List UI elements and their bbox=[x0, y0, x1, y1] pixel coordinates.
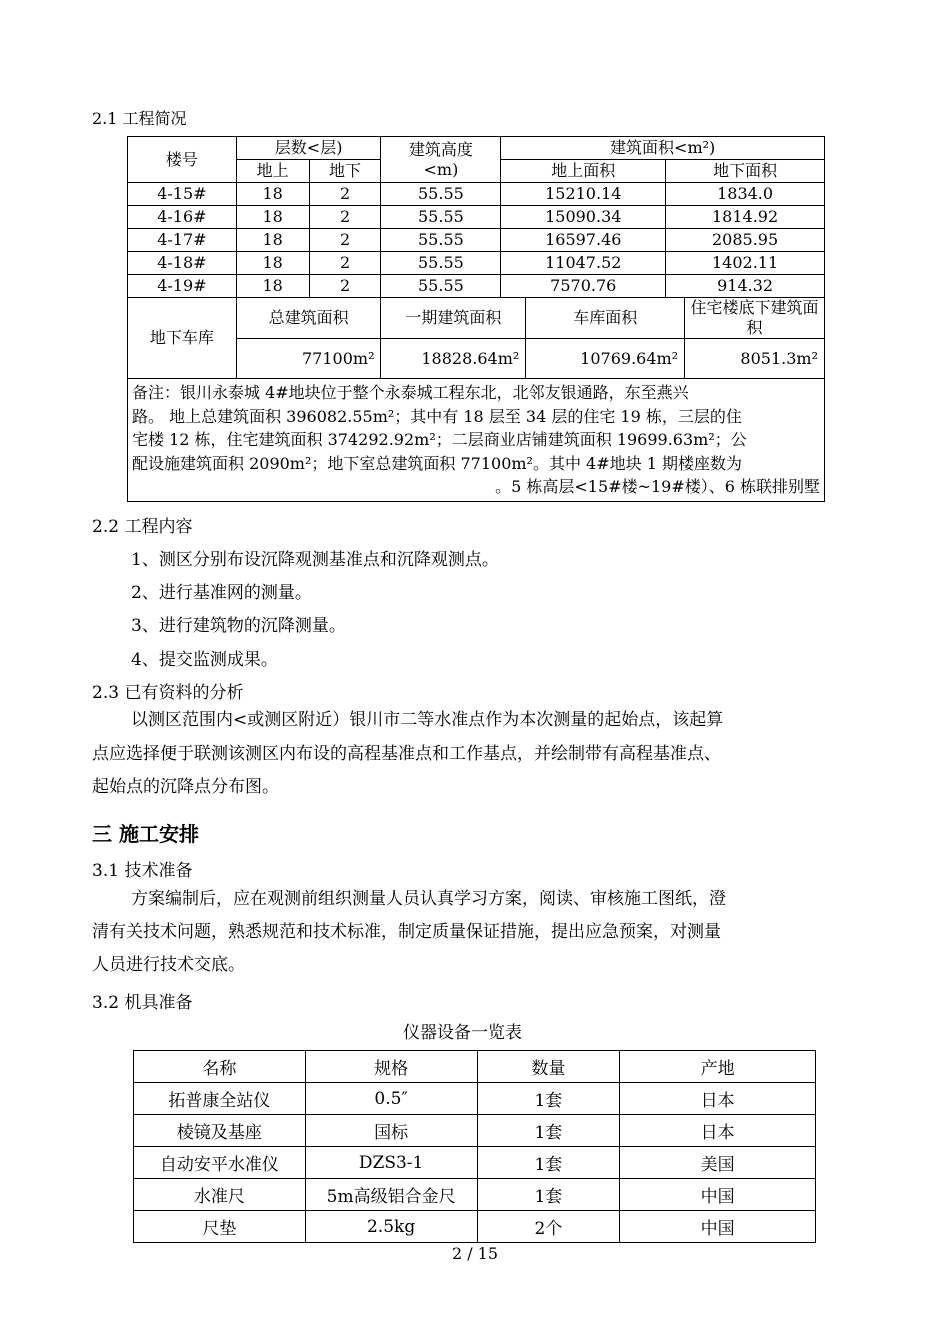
cell-quantity: 2个 bbox=[477, 1211, 620, 1243]
cell-floors-below: 2 bbox=[309, 229, 381, 252]
garage-label: 地下车库 bbox=[128, 298, 237, 379]
cell-height: 55.55 bbox=[381, 206, 501, 229]
cell-name: 水准尺 bbox=[134, 1179, 306, 1211]
paragraph-line: 人员进行技术交底。 bbox=[92, 955, 245, 975]
cell-height: 55.55 bbox=[381, 252, 501, 275]
list-item: 3、进行建筑物的沉降测量。 bbox=[131, 616, 346, 636]
list-item: 4、提交监测成果。 bbox=[131, 650, 278, 670]
header-quantity: 数量 bbox=[477, 1051, 620, 1083]
cell-spec: 5m高级铝合金尺 bbox=[305, 1179, 477, 1211]
header-height-label: 建筑高度 bbox=[408, 139, 473, 159]
cell-area-below: 1814.92 bbox=[666, 206, 825, 229]
cell-name: 尺垫 bbox=[134, 1211, 306, 1243]
cell-origin: 中国 bbox=[620, 1211, 816, 1243]
cell-area-above: 16597.46 bbox=[501, 229, 666, 252]
list-item: 2、进行基准网的测量。 bbox=[131, 583, 312, 603]
note-line: 路。 地上总建筑面积 396082.55m²；其中有 18 层至 34 层的住宅 19 栋，三层的住 bbox=[132, 406, 742, 426]
garage-value-phase1: 18828.64m² bbox=[381, 339, 526, 379]
cell-floors-below: 2 bbox=[309, 275, 381, 298]
cell-floors-above: 18 bbox=[236, 229, 309, 252]
cell-spec: 0.5″ bbox=[305, 1083, 477, 1115]
cell-area-above: 11047.52 bbox=[501, 252, 666, 275]
section-2-3-heading: 2.3 已有资料的分析 bbox=[92, 683, 244, 703]
list-item: 1、测区分别布设沉降观测基准点和沉降观测点。 bbox=[131, 550, 499, 570]
garage-header-phase1: 一期建筑面积 bbox=[381, 298, 526, 339]
cell-name: 棱镜及基座 bbox=[134, 1115, 306, 1147]
cell-height: 55.55 bbox=[381, 229, 501, 252]
note-line: 备注：银川永泰城 4#地块位于整个永泰城工程东北，北邻友银通路，东至燕兴 bbox=[132, 383, 689, 402]
cell-origin: 日本 bbox=[620, 1083, 816, 1115]
header-area: 建筑面积<m²) bbox=[501, 137, 825, 160]
chapter-3-heading: 三 施工安排 bbox=[92, 822, 199, 846]
cell-area-below: 1402.11 bbox=[666, 252, 825, 275]
note-line: 配设施建筑面积 2090m²；地下室总建筑面积 77100m²。其中 4#地块 1 期楼座数为 bbox=[132, 453, 742, 473]
cell-area-below: 914.32 bbox=[666, 275, 825, 298]
table-row bbox=[134, 1115, 816, 1147]
header-building: 楼号 bbox=[128, 137, 237, 183]
note-line: 宅楼 12 栋，住宅建筑面积 374292.92m²；二层商业店铺建筑面积 19699.63m²；公 bbox=[132, 430, 747, 449]
header-height bbox=[381, 137, 501, 183]
header-spec: 规格 bbox=[305, 1051, 477, 1083]
project-overview-table bbox=[127, 136, 825, 502]
cell-building: 4-16# bbox=[128, 206, 237, 229]
garage-value-total: 77100m² bbox=[236, 339, 381, 379]
cell-quantity: 1套 bbox=[477, 1179, 620, 1211]
cell-floors-above: 18 bbox=[236, 252, 309, 275]
header-floors: 层数<层) bbox=[236, 137, 381, 160]
header-name: 名称 bbox=[134, 1051, 306, 1083]
cell-building: 4-19# bbox=[128, 275, 237, 298]
cell-floors-below: 2 bbox=[309, 206, 381, 229]
equipment-table-title: 仪器设备一览表 bbox=[403, 1023, 522, 1043]
paragraph-line: 以测区范围内<或测区附近）银川市二等水准点作为本次测量的起始点，该起算 bbox=[131, 710, 724, 730]
section-3-2-heading: 3.2 机具准备 bbox=[92, 993, 193, 1013]
header-origin: 产地 bbox=[620, 1051, 816, 1083]
garage-header-total: 总建筑面积 bbox=[236, 298, 381, 339]
cell-floors-above: 18 bbox=[236, 275, 309, 298]
cell-origin: 美国 bbox=[620, 1147, 816, 1179]
equipment-table bbox=[133, 1050, 816, 1243]
table-row bbox=[128, 206, 825, 229]
table-row bbox=[134, 1211, 816, 1243]
cell-floors-below: 2 bbox=[309, 252, 381, 275]
cell-height: 55.55 bbox=[381, 183, 501, 206]
table-row bbox=[134, 1083, 816, 1115]
garage-value-garage: 10769.64m² bbox=[526, 339, 685, 379]
header-area-above: 地上面积 bbox=[501, 160, 666, 183]
garage-value-residential: 8051.3m² bbox=[685, 339, 825, 379]
note-line: 。5 栋高层<15#楼~19#楼）、6 栋联排别墅 bbox=[495, 477, 820, 496]
paragraph-line: 方案编制后，应在观测前组织测量人员认真学习方案，阅读、审核施工图纸，澄 bbox=[131, 889, 726, 909]
cell-height: 55.55 bbox=[381, 275, 501, 298]
cell-building: 4-15# bbox=[128, 183, 237, 206]
header-above: 地上 bbox=[236, 160, 309, 183]
cell-building: 4-17# bbox=[128, 229, 237, 252]
table-row bbox=[128, 252, 825, 275]
page-number: 2 / 15 bbox=[451, 1244, 499, 1263]
cell-area-below: 2085.95 bbox=[666, 229, 825, 252]
section-2-2-heading: 2.2 工程内容 bbox=[92, 517, 193, 537]
cell-name: 自动安平水准仪 bbox=[134, 1147, 306, 1179]
cell-origin: 日本 bbox=[620, 1115, 816, 1147]
cell-origin: 中国 bbox=[620, 1179, 816, 1211]
table-row bbox=[128, 275, 825, 298]
garage-header-residential: 住宅楼底下建筑面积 bbox=[685, 298, 825, 339]
garage-header-garage: 车库面积 bbox=[526, 298, 685, 339]
table-row bbox=[134, 1179, 816, 1211]
table-note bbox=[128, 379, 825, 502]
header-height-unit: <m) bbox=[423, 159, 459, 179]
cell-floors-above: 18 bbox=[236, 206, 309, 229]
header-area-below: 地下面积 bbox=[666, 160, 825, 183]
section-2-1-heading: 2.1 工程简况 bbox=[92, 109, 187, 128]
cell-spec: DZS3-1 bbox=[305, 1147, 477, 1179]
cell-spec: 国标 bbox=[305, 1115, 477, 1147]
cell-name: 拓普康全站仪 bbox=[134, 1083, 306, 1115]
cell-area-above: 15090.34 bbox=[501, 206, 666, 229]
cell-quantity: 1套 bbox=[477, 1115, 620, 1147]
cell-quantity: 1套 bbox=[477, 1083, 620, 1115]
cell-area-above: 15210.14 bbox=[501, 183, 666, 206]
table-row bbox=[128, 183, 825, 206]
cell-quantity: 1套 bbox=[477, 1147, 620, 1179]
section-3-1-heading: 3.1 技术准备 bbox=[92, 861, 193, 881]
paragraph-line: 清有关技术问题，熟悉规范和技术标准，制定质量保证措施，提出应急预案，对测量 bbox=[92, 922, 721, 942]
table-row bbox=[128, 229, 825, 252]
cell-area-below: 1834.0 bbox=[666, 183, 825, 206]
table-row bbox=[134, 1147, 816, 1179]
cell-floors-above: 18 bbox=[236, 183, 309, 206]
cell-spec: 2.5kg bbox=[305, 1211, 477, 1243]
cell-area-above: 7570.76 bbox=[501, 275, 666, 298]
cell-floors-below: 2 bbox=[309, 183, 381, 206]
cell-building: 4-18# bbox=[128, 252, 237, 275]
header-below: 地下 bbox=[309, 160, 381, 183]
paragraph-line: 起始点的沉降点分布图。 bbox=[92, 777, 279, 797]
paragraph-line: 点应选择便于联测该测区内布设的高程基准点和工作基点，并绘制带有高程基准点、 bbox=[92, 744, 721, 764]
